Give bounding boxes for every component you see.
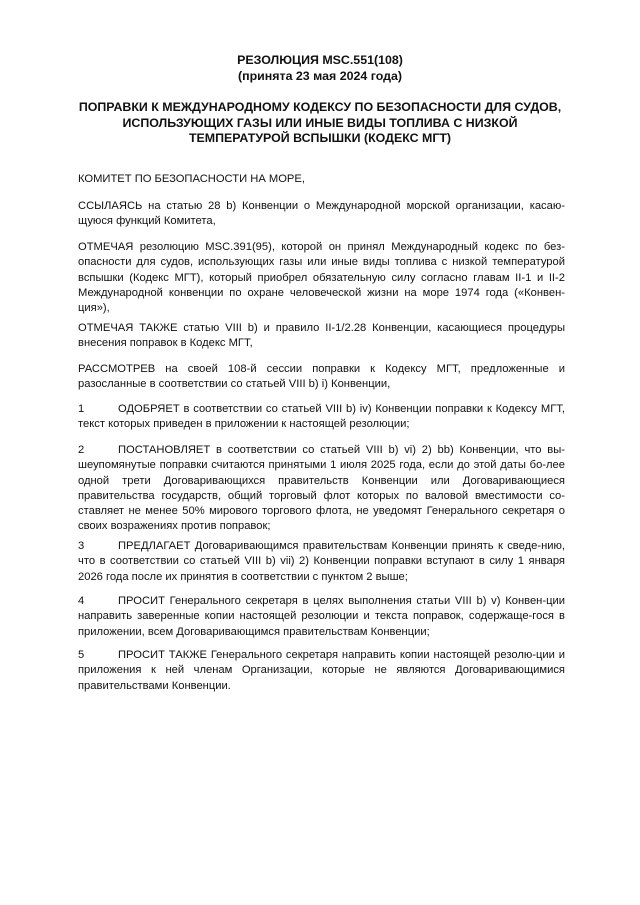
- paragraph-number: 3: [78, 540, 85, 552]
- paragraph-text: ПРОСИТ ТАКЖЕ Генерального секретаря направить копии настоящей резолю-ции и приложения к ней членам Организации, которые не являются Договаривающимися правительствами Конвенции.: [78, 649, 565, 692]
- paragraph-text: ПРЕДЛАГАЕТ Договаривающимся правительствам Конвенции принять к сведе-нию, что в соответствии со статьей VIII b) vii) 2) Конвенции поправки вступают в силу 1 января 2026 года после их принятия в соответствии с пунктом 2 выше;: [78, 540, 565, 583]
- operative-paragraph-1: [78, 402, 565, 433]
- preamble-committee: КОМИТЕТ ПО БЕЗОПАСНОСТИ НА МОРЕ,: [78, 173, 305, 185]
- operative-paragraph-4: [78, 594, 565, 640]
- operative-paragraph-2: [78, 443, 565, 535]
- paragraph-number: 5: [78, 649, 85, 661]
- resolution-heading: [60, 53, 580, 84]
- title-line-2: ИСПОЛЬЗУЮЩИХ ГАЗЫ ИЛИ ИНЫЕ ВИДЫ ТОПЛИВА С НИЗКОЙ: [122, 115, 518, 130]
- paragraph-number: 2: [78, 444, 85, 456]
- document-title: [60, 100, 580, 147]
- preamble-recalling: ССЫЛАЯСЬ на статью 28 b) Конвенции о Международной морской организации, касаю-щуюся функций Комитета,: [78, 200, 565, 228]
- paragraph-text: ПОСТАНОВЛЯЕТ в соответствии со статьей VIII b) vi) 2) bb) Конвенции, что вы-шеупомянутые поправки считаются принятыми 1 июля 2025 года, если до этой даты бо-лее одной трети Договаривающихся правительств Конвенции или Договаривающиеся правительства государств, общий торговый флот которых по валовой вместимости со-ставляет не менее 50% мирового торгового флота, не уведомят Генерального секретаря о своих возражениях против поправок;: [78, 444, 565, 533]
- resolution-number: РЕЗОЛЮЦИЯ MSC.551(108): [237, 53, 403, 67]
- preamble-noting-also: ОТМЕЧАЯ ТАКЖЕ статью VIII b) и правило II-1/2.28 Конвенции, касающиеся процедуры внесения поправок в Кодекс МГТ,: [78, 322, 565, 350]
- paragraph-number: 4: [78, 595, 85, 607]
- preamble-noting: ОТМЕЧАЯ резолюцию MSC.391(95), которой он принял Международный кодекс по без-опасности для судов, использующих газы или иные виды топлива с низкой температурой вспышки (Кодекс МГТ), который приобрел обязательную силу согласно главам II-1 и II-2 Международной конвенции по охране человеческой жизни на море 1974 года («Конвен-ция»),: [78, 241, 565, 315]
- operative-paragraph-5: [78, 648, 565, 694]
- paragraph-number: 1: [78, 403, 85, 415]
- paragraph-text: ОДОБРЯЕТ в соответствии со статьей VIII b) iv) Конвенции поправки к Кодексу МГТ, текст которых приведен в приложении к настоящей резолюции;: [78, 403, 565, 431]
- adoption-date: (принята 23 мая 2024 года): [238, 68, 402, 83]
- title-line-1: ПОПРАВКИ К МЕЖДУНАРОДНОМУ КОДЕКСУ ПО БЕЗОПАСНОСТИ ДЛЯ СУДОВ,: [78, 100, 562, 114]
- title-line-3: ТЕМПЕРАТУРОЙ ВСПЫШКИ (КОДЕКС МГТ): [188, 131, 452, 145]
- operative-paragraph-3: [78, 539, 565, 585]
- paragraph-text: ПРОСИТ Генерального секретаря в целях выполнения статьи VIII b) v) Конвен-ции направить заверенные копии настоящей резолюции и текста поправок, содержаще-гося в приложении, всем Договаривающимся правительствам Конвенции;: [78, 595, 565, 638]
- preamble-having-considered: РАССМОТРЕВ на своей 108-й сессии поправки к Кодексу МГТ, предложенные и разосланные в соответствии со статьей VIII b) i) Конвенции,: [78, 363, 565, 391]
